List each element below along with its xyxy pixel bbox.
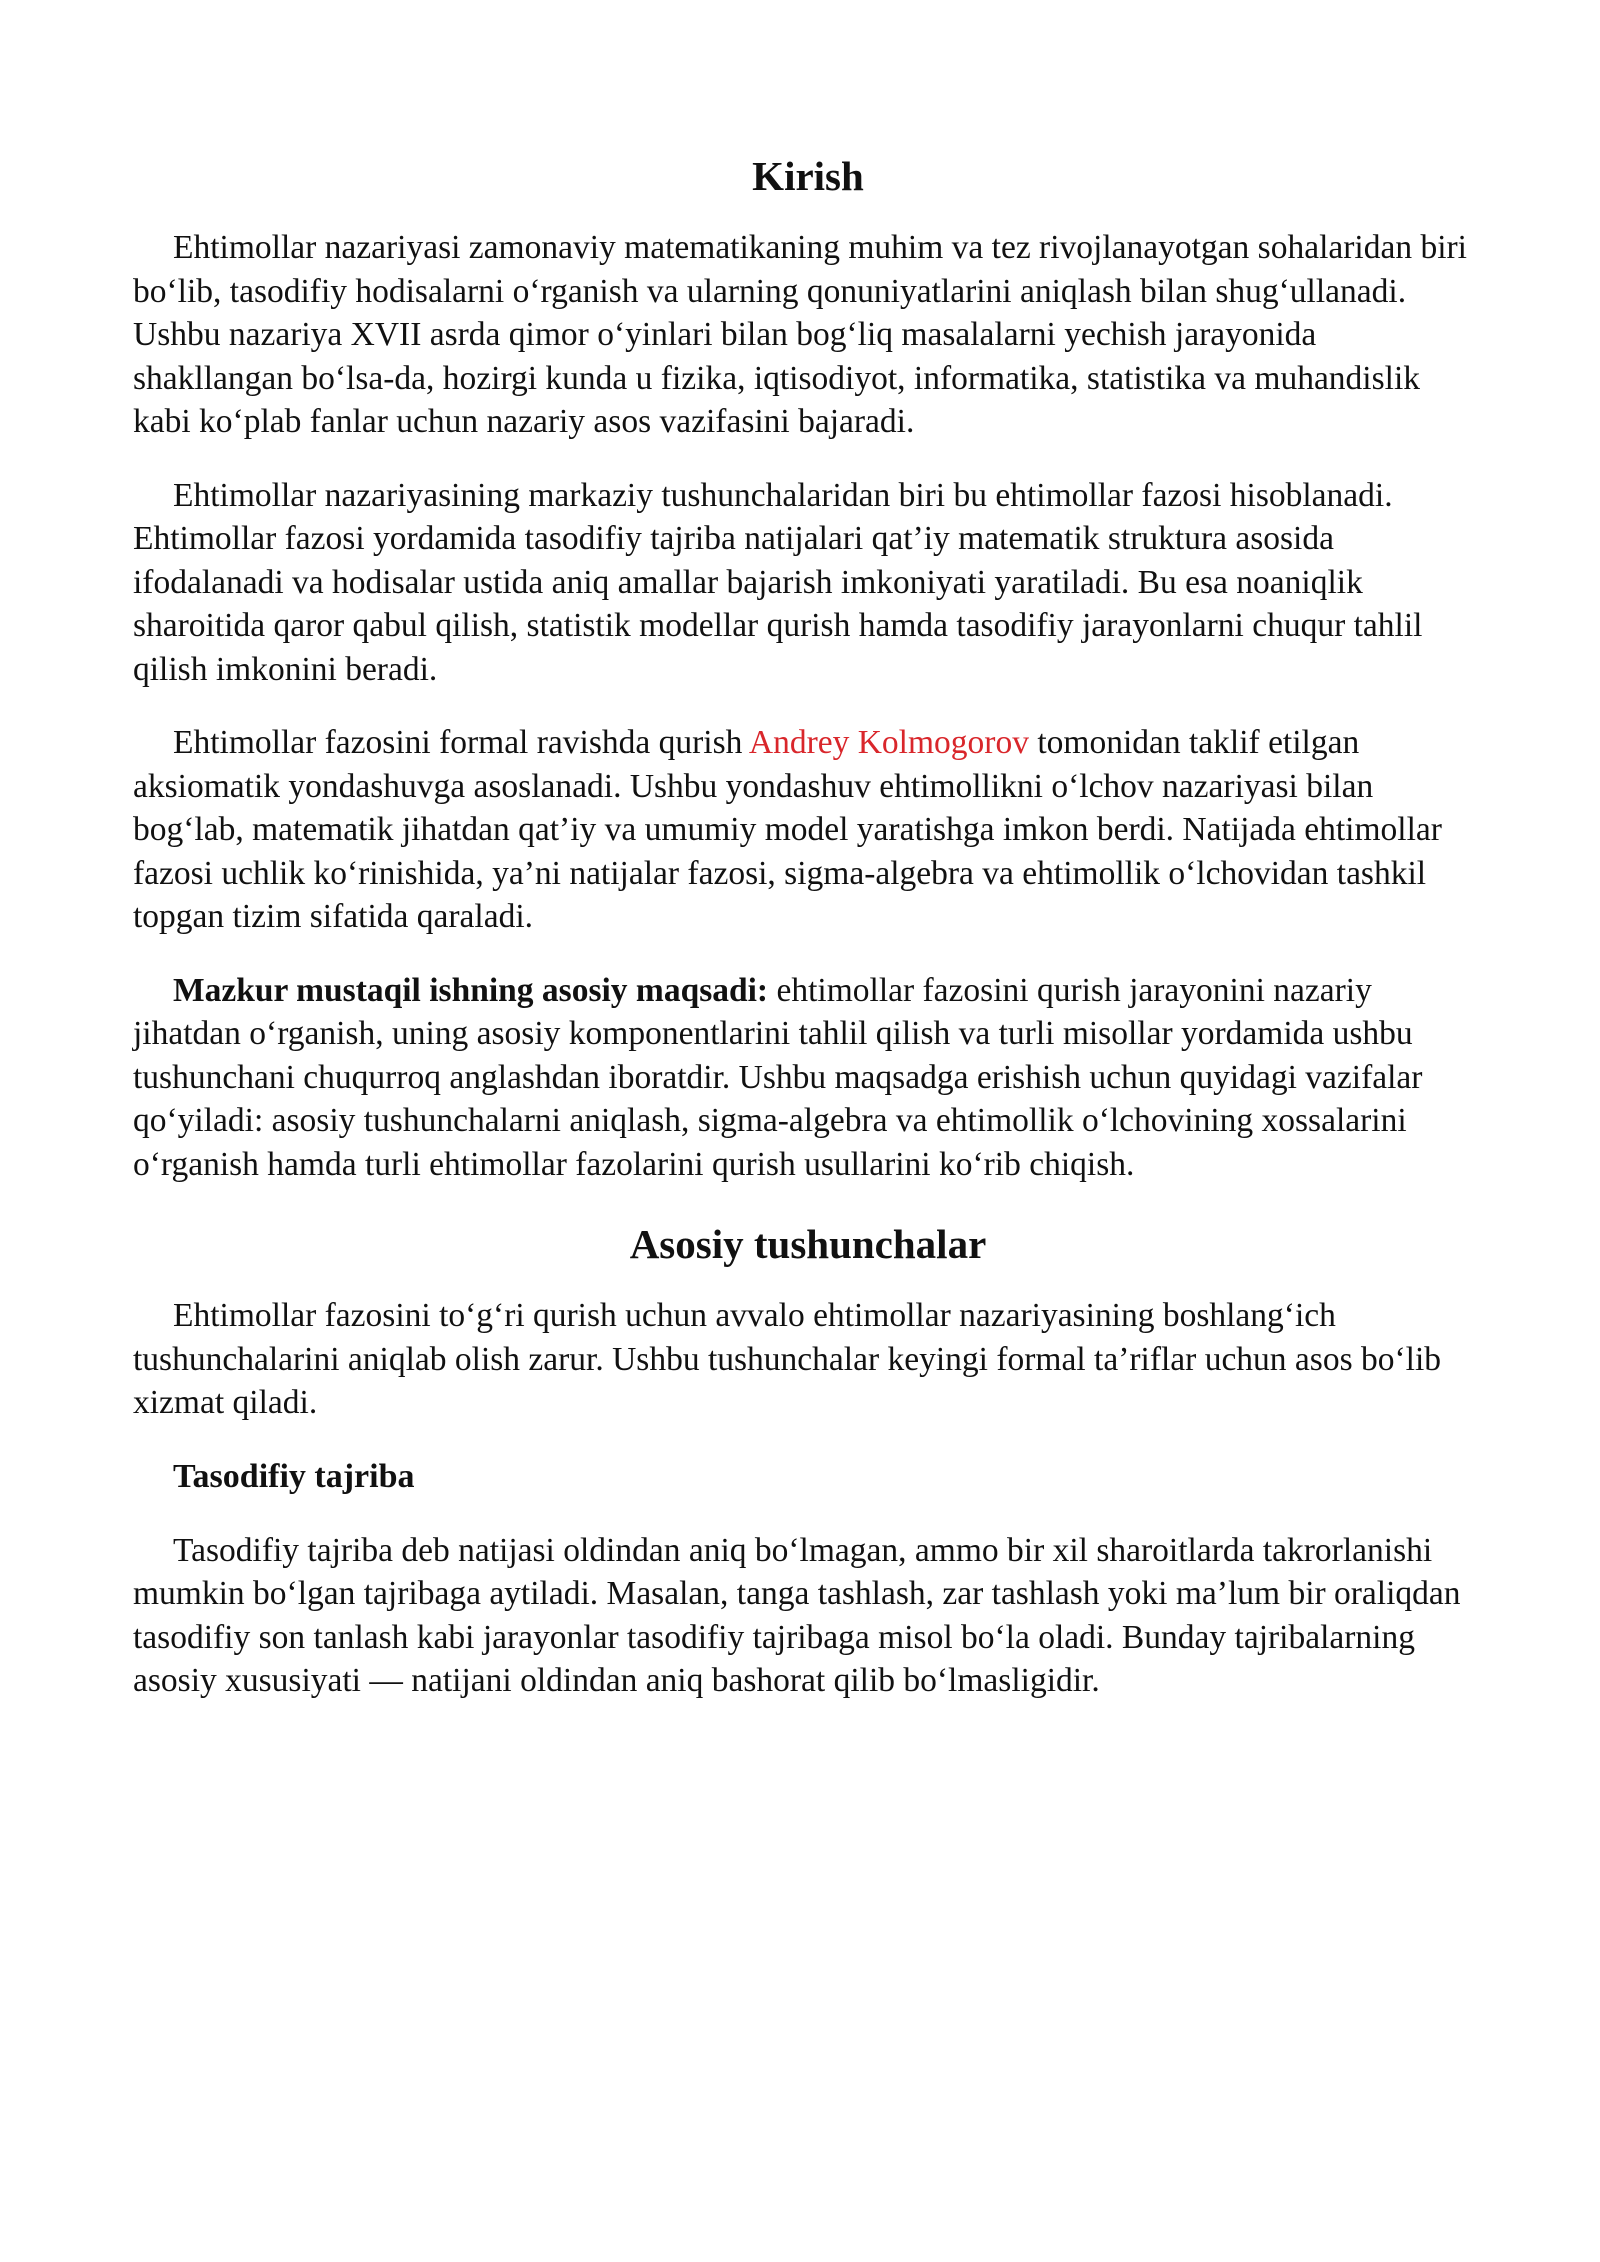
kolmogorov-link[interactable]: Andrey Kolmogorov <box>748 724 1029 761</box>
document-page <box>133 148 1483 1733</box>
basics-paragraph-1: Ehtimollar fazosini to‘g‘ri qurish uchun avvalo ehtimollar nazariyasining boshlang‘ich tushunchalarini aniqlab olish zarur. Ushbu tushunchalar keyingi formal ta’riflar uchun asos bo‘lib xizmat qiladi. <box>133 1297 1442 1421</box>
intro-paragraph-4 <box>133 969 1483 1187</box>
section-title-basics: Asosiy tushunchalar <box>629 1221 987 1267</box>
section-title-intro: Kirish <box>752 153 864 199</box>
intro-paragraph-3-start: Ehtimollar fazosini formal ravishda qurish <box>173 724 749 761</box>
intro-paragraph-2: Ehtimollar nazariyasining markaziy tushunchalaridan biri bu ehtimollar fazosi hisoblanadi. Ehtimollar fazosi yordamida tasodifiy tajriba natijalari qat’iy matematik struktura asosida ifodalanadi va hodisalar ustida aniq amallar bajarish imkoniyati yaratiladi. Bu esa noaniqlik sharoitida qaror qabul qilish, statistik modellar qurish hamda tasodifiy jarayonlarni chuqur tahlil qilish imkonini beradi. <box>133 476 1423 688</box>
goal-label: Mazkur mustaqil ishning asosiy maqsadi: <box>173 971 769 1009</box>
goal-text: ehtimollar fazosini qurish jarayonini nazariy jihatdan o‘rganish, uning asosiy komponentlarini tahlil qilish va turli misollar yordamida ushbu tushunchani chuqurroq anglashdan iboratdir. Ushbu maqsadga erishish uchun quyidagi vazifalar qo‘yiladi: asosiy tushunchalarni aniqlash, sigma-algebra va ehtimollik o‘lchovining xossalarini o‘rganish hamda turli ehtimollar fazolarini qurish usullarini ko‘rib chiqish. <box>133 971 1423 1183</box>
basics-paragraph-2: Tasodifiy tajriba deb natijasi oldindan aniq bo‘lmagan, ammo bir xil sharoitlarda takrorlanishi mumkin bo‘lgan tajribaga aytiladi. Masalan, tanga tashlash, zar tashlash yoki ma’lum bir oraliqdan tasodifiy son tanlash kabi jarayonlar tasodifiy tajribaga misol bo‘la oladi. Bunday tajribalarning asosiy xususiyati — natijani oldindan aniq bashorat qilib bo‘lmasligidir. <box>133 1531 1461 1699</box>
intro-paragraph-1: Ehtimollar nazariyasi zamonaviy matematikaning muhim va tez rivojlanayotgan sohalaridan biri bo‘lib, tasodifiy hodisalarni o‘rganish va ularning qonuniyatlarini aniqlash bilan shug‘ullanadi. Ushbu nazariya XVII asrda qimor o‘yinlari bilan bog‘liq masalalarni yechish jarayonida shakllangan bo‘lsa-da, hozirgi kunda u fizika, iqtisodiyot, informatika, statistika va muhandislik kabi ko‘plab fanlar uchun nazariy asos vazifasini bajaradi. <box>133 229 1467 440</box>
intro-paragraph-3-end: tomonidan taklif etilgan aksiomatik yondashuvga asoslanadi. Ushbu yondashuv ehtimollikni o‘lchov nazariyasi bilan bog‘lab, matematik jihatdan qat’iy va umumiy model yaratishga imkon berdi. Natijada ehtimollar fazosi uchlik ko‘rinishida, ya’ni natijalar fazosi, sigma-algebra va ehtimollik o‘lchovidan tashkil topgan tizim sifatida qaraladi. <box>133 724 1442 935</box>
intro-paragraph-3 <box>133 721 1483 939</box>
subsection-title-random-experiment: Tasodifiy tajriba <box>173 1457 415 1495</box>
